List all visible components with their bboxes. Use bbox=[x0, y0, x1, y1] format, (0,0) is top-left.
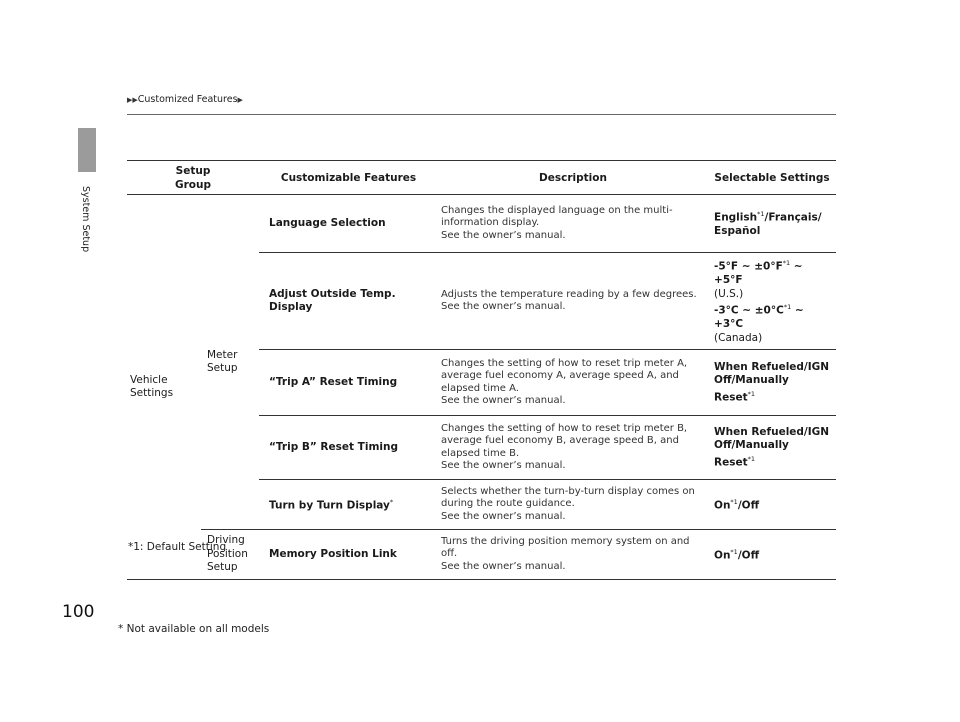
breadcrumb bbox=[127, 94, 243, 105]
subgroup-meter-setup: Meter Setup bbox=[201, 195, 259, 530]
availability-note: * Not available on all models bbox=[118, 623, 270, 635]
header-rule bbox=[127, 114, 836, 115]
selectable-setting-cell: -5°F ~ $\pm 0^\circ F^{*1}$ ~ +5°F (U.S.) -3°C ~ $\pm 0^\circ C^{*1}$ ~ +3°C (Canada) bbox=[708, 253, 836, 350]
header-setup-group: Setup Group bbox=[127, 161, 259, 195]
selectable-setting-cell: On$^{*1}$/Off bbox=[708, 480, 836, 530]
table-row bbox=[127, 530, 836, 580]
not-all-models-mark: * bbox=[389, 498, 394, 506]
subgroup-driving-position-setup: Driving Position Setup bbox=[201, 530, 259, 580]
feature-trip-b-reset-timing: “Trip B” Reset Timing bbox=[259, 416, 438, 480]
selectable-setting-cell: When Refueled/IGN Off/Manually Reset$^{*1}$ bbox=[708, 416, 836, 480]
selectable-setting-cell: English$^{*1}$/Français/ Español bbox=[708, 195, 836, 253]
header-selectable-settings: Selectable Settings bbox=[708, 161, 836, 195]
breadcrumb-trail-icon: ▶ bbox=[237, 96, 243, 104]
section-tab-marker bbox=[78, 128, 96, 172]
customized-features-table bbox=[127, 160, 836, 580]
description-cell: Turns the driving position memory system on and off. See the owner’s manual. bbox=[438, 530, 708, 580]
description-cell: Changes the setting of how to reset trip meter B, average fuel economy B, average speed B, and elapsed time B. See the owner’s manual. bbox=[438, 416, 708, 480]
feature-adjust-outside-temp: Adjust Outside Temp. Display bbox=[259, 253, 438, 350]
side-section-label: System Setup bbox=[80, 186, 91, 253]
feature-memory-position-link: Memory Position Link bbox=[259, 530, 438, 580]
feature-language-selection: Language Selection bbox=[259, 195, 438, 253]
breadcrumb-arrows-icon: ▶▶ bbox=[127, 96, 138, 104]
page-number: 100 bbox=[62, 602, 95, 622]
feature-turn-by-turn-display: Turn by Turn Display* bbox=[259, 480, 438, 530]
breadcrumb-section-link[interactable]: Customized Features bbox=[137, 94, 238, 105]
description-cell: Adjusts the temperature reading by a few degrees. See the owner’s manual. bbox=[438, 253, 708, 350]
feature-trip-a-reset-timing: “Trip A” Reset Timing bbox=[259, 350, 438, 416]
table-row bbox=[127, 195, 836, 253]
group-vehicle-settings: Vehicle Settings bbox=[127, 195, 201, 580]
table-header-row bbox=[127, 161, 836, 195]
description-cell: Selects whether the turn-by-turn display comes on during the route guidance. See the owner’s manual. bbox=[438, 480, 708, 530]
selectable-setting-cell: On$^{*1}$/Off bbox=[708, 530, 836, 580]
selectable-setting-cell: When Refueled/IGN Off/Manually Reset$^{*1}$ bbox=[708, 350, 836, 416]
default-setting-footnote: *1: Default Setting bbox=[128, 541, 227, 553]
description-cell: Changes the setting of how to reset trip meter A, average fuel economy A, average speed A, and elapsed time A. See the owner’s manual. bbox=[438, 350, 708, 416]
description-cell: Changes the displayed language on the multi- information display. See the owner’s manual. bbox=[438, 195, 708, 253]
header-customizable-features: Customizable Features bbox=[259, 161, 438, 195]
header-description: Description bbox=[438, 161, 708, 195]
